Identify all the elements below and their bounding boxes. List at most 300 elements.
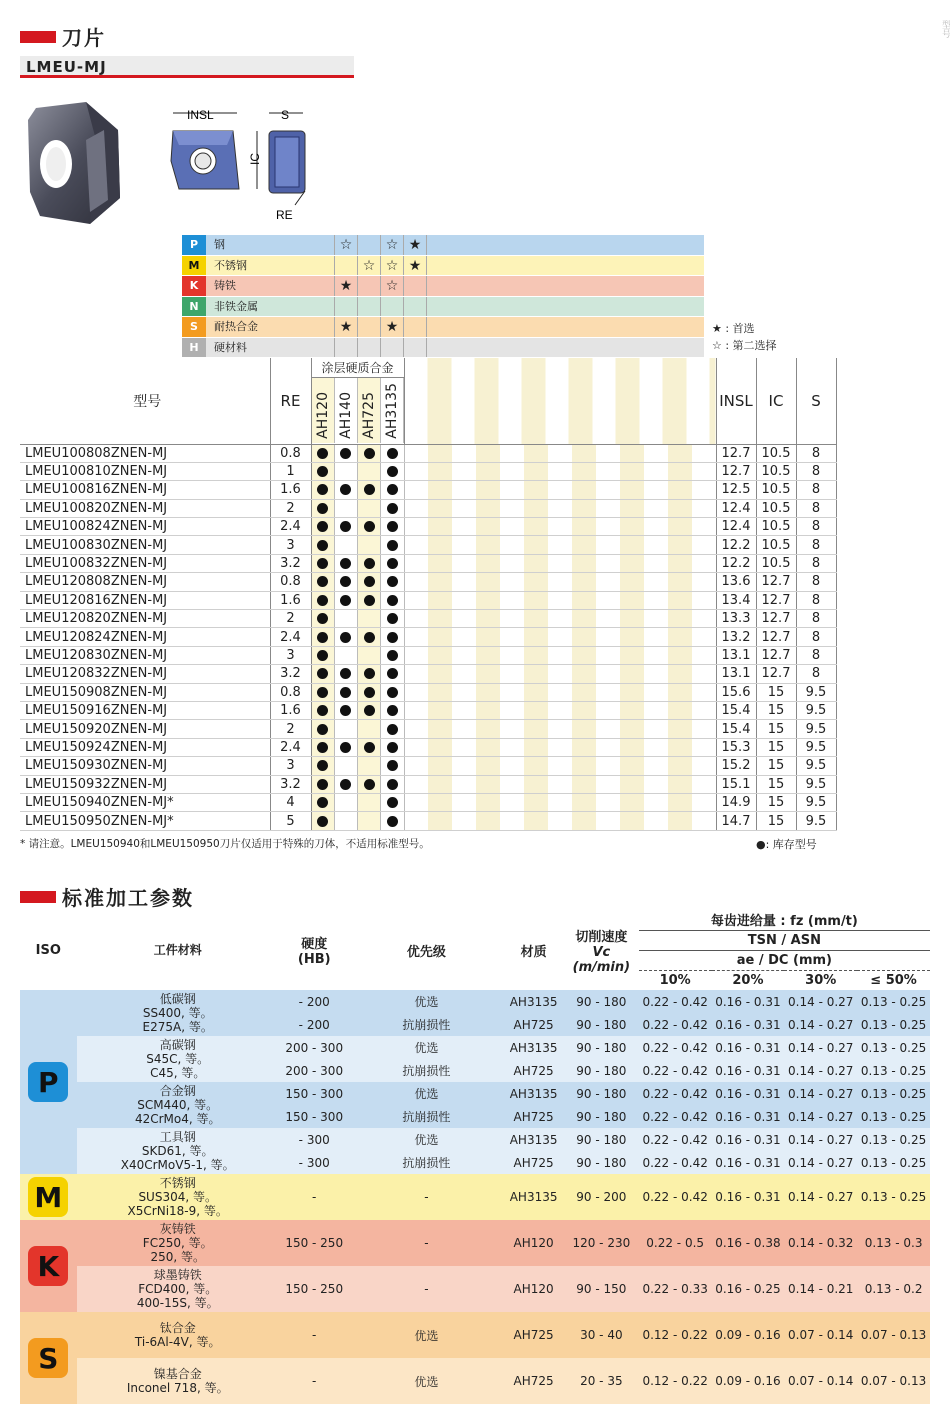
stock-dot xyxy=(317,595,328,606)
empty-column-cell xyxy=(692,812,716,830)
empty-column-cell xyxy=(404,683,428,701)
empty-column-cell xyxy=(692,701,716,719)
grade-mark xyxy=(357,235,380,255)
grade-cell xyxy=(311,701,334,719)
stock-dot xyxy=(340,558,351,569)
grade-cell xyxy=(358,720,381,738)
table-row xyxy=(20,757,836,775)
iso-cell-s xyxy=(20,1312,77,1404)
empty-column-cell xyxy=(524,610,548,628)
empty-column-cell xyxy=(596,610,620,628)
grade-cell xyxy=(381,775,404,793)
model-header: 型号 xyxy=(20,358,270,444)
material-row-rest xyxy=(426,297,704,317)
feed-cell: 0.09 - 0.16 xyxy=(712,1312,785,1358)
empty-column-cell xyxy=(668,499,692,517)
speed-cell: 90 - 180 xyxy=(564,1059,639,1082)
empty-column-cell xyxy=(644,683,668,701)
percent-header: 10% xyxy=(659,972,691,988)
insert-table-header xyxy=(20,358,836,444)
empty-column-cell xyxy=(476,720,500,738)
grade-cell xyxy=(334,775,357,793)
empty-column-cell xyxy=(428,573,452,591)
workpiece-material-cell xyxy=(77,1036,279,1082)
stock-dot xyxy=(340,687,351,698)
empty-column-cell xyxy=(500,573,524,591)
speed-cell: 90 - 150 xyxy=(564,1266,639,1312)
empty-column-cell xyxy=(500,757,524,775)
empty-column-cell xyxy=(620,536,644,554)
empty-column-cell xyxy=(476,793,500,811)
empty-column-cell xyxy=(524,646,548,664)
ic-cell: 15 xyxy=(756,775,796,793)
empty-column-cell xyxy=(620,757,644,775)
empty-column-cell xyxy=(692,554,716,572)
grade-cell xyxy=(381,646,404,664)
re-cell: 0.8 xyxy=(270,683,311,701)
grade-cell xyxy=(334,444,357,462)
material-row-p xyxy=(182,235,704,256)
empty-column-cell xyxy=(524,518,548,536)
table-row xyxy=(20,591,836,609)
empty-column-cell xyxy=(620,591,644,609)
empty-column-cell xyxy=(428,738,452,756)
grade-cell xyxy=(334,628,357,646)
empty-column-cell xyxy=(620,610,644,628)
coating-header: 涂层硬质合金 xyxy=(312,358,404,378)
grade-mark xyxy=(403,338,426,358)
empty-column-cell xyxy=(596,573,620,591)
feed-cell: 0.13 - 0.3 xyxy=(857,1220,930,1266)
empty-column-cell xyxy=(452,646,476,664)
re-cell: 5 xyxy=(270,812,311,830)
stock-dot xyxy=(387,705,398,716)
grade-cell: AH3135 xyxy=(503,990,564,1013)
grade-cell: AH3135 xyxy=(503,1082,564,1105)
stock-dot xyxy=(364,705,375,716)
empty-column-cell xyxy=(620,518,644,536)
model-cell: LMEU150908ZNEN-MJ xyxy=(20,683,270,701)
material-line: 钛合金 xyxy=(159,1321,196,1335)
stock-dot xyxy=(317,742,328,753)
empty-column-cell xyxy=(644,628,668,646)
stock-dot xyxy=(317,668,328,679)
grade-cell xyxy=(358,573,381,591)
empty-column-cell xyxy=(452,701,476,719)
empty-column-cell xyxy=(428,591,452,609)
empty-column-cell xyxy=(692,518,716,536)
iso-header: ISO xyxy=(35,942,61,958)
workpiece-material-cell xyxy=(77,1174,279,1220)
speed-cell: 20 - 35 xyxy=(564,1358,639,1404)
empty-column-cell xyxy=(524,554,548,572)
insl-cell: 12.5 xyxy=(716,481,756,499)
stock-dot xyxy=(317,797,328,808)
empty-column-cell xyxy=(524,775,548,793)
empty-column-cell xyxy=(668,573,692,591)
model-cell: LMEU120832ZNEN-MJ xyxy=(20,665,270,683)
material-line: 灰铸铁 xyxy=(159,1222,196,1236)
table-row xyxy=(20,738,836,756)
empty-column-cell xyxy=(500,683,524,701)
empty-column-cell xyxy=(668,518,692,536)
table-row xyxy=(20,628,836,646)
percent-header: 30% xyxy=(805,972,837,988)
empty-column-cell xyxy=(596,518,620,536)
stock-dot xyxy=(387,724,398,735)
empty-column-cell xyxy=(548,444,572,462)
grade-cell xyxy=(358,499,381,517)
empty-column-cell xyxy=(620,775,644,793)
empty-column-cell xyxy=(452,812,476,830)
table-row xyxy=(20,683,836,701)
empty-column-cell xyxy=(572,775,596,793)
material-name: 钢 xyxy=(214,238,225,251)
section-title-params xyxy=(20,882,194,911)
empty-column-cell xyxy=(476,481,500,499)
re-cell: 1 xyxy=(270,462,311,480)
stock-dot xyxy=(317,540,328,551)
ic-cell: 15 xyxy=(756,793,796,811)
empty-column-cell xyxy=(524,683,548,701)
empty-column-cell xyxy=(692,573,716,591)
section-title-text: 刀片 xyxy=(62,26,106,50)
empty-column-cell xyxy=(524,757,548,775)
empty-column-cell xyxy=(644,646,668,664)
grade-cell xyxy=(334,573,357,591)
empty-column-cell xyxy=(404,757,428,775)
grade-cell xyxy=(381,683,404,701)
grade-mark: ☆ xyxy=(380,256,403,276)
hardness-unit: (HB) xyxy=(297,952,331,967)
empty-column-cell xyxy=(476,591,500,609)
workpiece-material-cell xyxy=(77,1082,279,1128)
empty-column-cell xyxy=(668,536,692,554)
feed-cell: 0.13 - 0.25 xyxy=(857,1082,930,1105)
percent-header: 20% xyxy=(732,972,764,988)
empty-column-cell xyxy=(620,665,644,683)
ic-cell: 12.7 xyxy=(756,628,796,646)
feed-cell: 0.13 - 0.25 xyxy=(857,1013,930,1036)
empty-column-cell xyxy=(428,812,452,830)
grade-cell xyxy=(334,757,357,775)
model-cell: LMEU150920ZNEN-MJ xyxy=(20,720,270,738)
material-line: 合金钢 xyxy=(159,1084,196,1098)
stock-dot xyxy=(317,448,328,459)
material-code: N xyxy=(182,297,206,317)
table-row xyxy=(20,701,836,719)
stock-dot xyxy=(387,632,398,643)
s-cell: 8 xyxy=(796,554,836,572)
params-row xyxy=(20,1128,930,1151)
grade-cell xyxy=(311,738,334,756)
empty-column-cell xyxy=(668,591,692,609)
stock-dot xyxy=(317,521,328,532)
empty-column-cell xyxy=(692,462,716,480)
empty-column-cell xyxy=(428,683,452,701)
grade-cell xyxy=(381,628,404,646)
empty-column-cell xyxy=(596,775,620,793)
grade-cell xyxy=(334,499,357,517)
material-line: 工具钢 xyxy=(159,1130,196,1144)
feed-cell: 0.16 - 0.31 xyxy=(712,990,785,1013)
empty-column-cell xyxy=(668,462,692,480)
material-line: E275A, 等。 xyxy=(142,1020,213,1034)
grade-cell xyxy=(334,554,357,572)
grade-cell xyxy=(381,701,404,719)
feed-cell: 0.22 - 0.42 xyxy=(639,1128,712,1151)
grade-cell xyxy=(381,793,404,811)
stock-dot xyxy=(340,705,351,716)
empty-column-cell xyxy=(524,720,548,738)
grade-cell xyxy=(311,812,334,830)
table-row xyxy=(20,775,836,793)
empty-column-cell xyxy=(644,518,668,536)
empty-column-cell xyxy=(596,591,620,609)
grade-mark xyxy=(334,338,357,358)
empty-column-cell xyxy=(524,573,548,591)
feed-cell: 0.14 - 0.27 xyxy=(784,1128,857,1151)
empty-column-cell xyxy=(500,665,524,683)
ic-cell: 12.7 xyxy=(756,610,796,628)
priority-cell: 优选 xyxy=(350,1358,504,1404)
material-code: H xyxy=(182,338,206,358)
tsn-header: TSN / ASN xyxy=(639,930,930,950)
material-row-k xyxy=(182,276,704,297)
empty-column-cell xyxy=(548,738,572,756)
grade-cell xyxy=(334,610,357,628)
empty-column-cell xyxy=(596,536,620,554)
re-label: RE xyxy=(276,208,293,222)
grade-cell xyxy=(381,481,404,499)
priority-cell: 优选 xyxy=(350,1082,504,1105)
feed-cell: 0.22 - 0.42 xyxy=(639,1174,712,1220)
grade-mark xyxy=(380,338,403,358)
stock-dot xyxy=(387,742,398,753)
empty-column-cell xyxy=(692,481,716,499)
empty-column-cell xyxy=(572,462,596,480)
empty-column-cell xyxy=(452,573,476,591)
stock-dot xyxy=(387,650,398,661)
stock-dot xyxy=(387,540,398,551)
grade-cell xyxy=(358,665,381,683)
insert-drawing xyxy=(165,105,315,225)
feed-cell: 0.16 - 0.25 xyxy=(712,1266,785,1312)
empty-column-cell xyxy=(692,793,716,811)
empty-column-cell xyxy=(452,793,476,811)
workpiece-material-cell xyxy=(77,1358,279,1404)
grade-cell xyxy=(334,738,357,756)
grade-mark xyxy=(357,338,380,358)
insl-cell: 12.2 xyxy=(716,536,756,554)
feed-cell: 0.16 - 0.31 xyxy=(712,1128,785,1151)
material-line: SS400, 等。 xyxy=(142,1006,213,1020)
hardness-cell: - 300 xyxy=(279,1151,350,1174)
s-cell: 9.5 xyxy=(796,812,836,830)
empty-column-cell xyxy=(548,683,572,701)
empty-column-cell xyxy=(572,701,596,719)
material-line: FC250, 等。 xyxy=(142,1236,213,1250)
grade-mark: ☆ xyxy=(357,256,380,276)
hardness-cell: - xyxy=(279,1312,350,1358)
priority-header: 优先级 xyxy=(406,944,446,960)
speed-cell: 30 - 40 xyxy=(564,1312,639,1358)
empty-column-cell xyxy=(620,628,644,646)
grade-cell xyxy=(311,610,334,628)
empty-column-cell xyxy=(620,554,644,572)
empty-column-cell xyxy=(428,793,452,811)
grade-header-cell xyxy=(358,378,381,443)
empty-column-cell xyxy=(404,499,428,517)
insl-cell: 13.3 xyxy=(716,610,756,628)
stock-dot xyxy=(317,650,328,661)
feed-cell: 0.16 - 0.31 xyxy=(712,1082,785,1105)
empty-column-cell xyxy=(668,646,692,664)
grade-cell: AH725 xyxy=(503,1151,564,1174)
re-cell: 3.2 xyxy=(270,775,311,793)
symbol-legend xyxy=(712,320,777,354)
insl-label: INSL xyxy=(187,108,214,122)
grade-cell xyxy=(381,665,404,683)
empty-column-cell xyxy=(404,646,428,664)
table-row xyxy=(20,573,836,591)
table-row xyxy=(20,536,836,554)
empty-column-cell xyxy=(524,793,548,811)
feed-cell: 0.13 - 0.25 xyxy=(857,1036,930,1059)
model-cell: LMEU120808ZNEN-MJ xyxy=(20,573,270,591)
feed-cell: 0.14 - 0.27 xyxy=(784,1105,857,1128)
grade-cell xyxy=(358,646,381,664)
empty-column-cell xyxy=(668,812,692,830)
grade-cell xyxy=(334,536,357,554)
stock-dot xyxy=(317,779,328,790)
empty-column-cell xyxy=(500,591,524,609)
empty-column-cell xyxy=(500,518,524,536)
grade-header-cell xyxy=(312,378,335,443)
empty-column-cell xyxy=(548,573,572,591)
table-row xyxy=(20,499,836,517)
feed-cell: 0.13 - 0.25 xyxy=(857,1151,930,1174)
empty-column-cell xyxy=(596,738,620,756)
material-header: 工件材料 xyxy=(153,943,202,957)
empty-column-cell xyxy=(620,462,644,480)
stock-dot xyxy=(364,521,375,532)
empty-column-cell xyxy=(620,701,644,719)
re-cell: 3 xyxy=(270,536,311,554)
re-cell: 2.4 xyxy=(270,628,311,646)
stock-dot xyxy=(317,613,328,624)
empty-column-cell xyxy=(476,812,500,830)
model-cell: LMEU100816ZNEN-MJ xyxy=(20,481,270,499)
grade-cell xyxy=(358,554,381,572)
empty-column-cell xyxy=(428,720,452,738)
re-header: RE xyxy=(270,358,311,444)
grade-mark xyxy=(403,317,426,337)
grade-cell xyxy=(311,462,334,480)
re-cell: 0.8 xyxy=(270,573,311,591)
grade-cell: AH725 xyxy=(503,1059,564,1082)
re-cell: 1.6 xyxy=(270,701,311,719)
empty-column-cell xyxy=(572,793,596,811)
empty-column-cell xyxy=(572,554,596,572)
feed-cell: 0.16 - 0.31 xyxy=(712,1105,785,1128)
grade-mark xyxy=(357,317,380,337)
stock-dot xyxy=(364,687,375,698)
stock-dot xyxy=(387,797,398,808)
stock-dot xyxy=(340,595,351,606)
params-row xyxy=(20,1174,930,1220)
s-header: S xyxy=(796,358,836,444)
feed-cell: 0.22 - 0.42 xyxy=(639,1151,712,1174)
grade-cell xyxy=(381,573,404,591)
empty-column-cell xyxy=(668,610,692,628)
ic-cell: 10.5 xyxy=(756,536,796,554)
params-row xyxy=(20,990,930,1013)
stock-dot xyxy=(317,687,328,698)
empty-column-cell xyxy=(428,554,452,572)
table-row xyxy=(20,462,836,480)
empty-column-cell xyxy=(452,518,476,536)
grade-cell xyxy=(381,610,404,628)
feed-cell: 0.07 - 0.13 xyxy=(857,1312,930,1358)
speed-cell: 90 - 180 xyxy=(564,1036,639,1059)
re-cell: 2 xyxy=(270,499,311,517)
empty-column-cell xyxy=(644,591,668,609)
empty-column-cell xyxy=(572,499,596,517)
table-row xyxy=(20,444,836,462)
priority-cell: - xyxy=(350,1220,504,1266)
empty-column-cell xyxy=(404,628,428,646)
feed-cell: 0.14 - 0.27 xyxy=(784,1151,857,1174)
params-row xyxy=(20,1312,930,1358)
grade-cell xyxy=(334,462,357,480)
material-line: Inconel 718, 等。 xyxy=(126,1381,229,1395)
grade-cell xyxy=(358,738,381,756)
series-subtitle: LMEU-MJ xyxy=(20,56,354,78)
empty-column-cell xyxy=(692,757,716,775)
feed-cell: 0.16 - 0.31 xyxy=(712,1013,785,1036)
empty-column-cell xyxy=(620,573,644,591)
grade-cell xyxy=(358,775,381,793)
s-cell: 9.5 xyxy=(796,683,836,701)
stock-dot xyxy=(317,760,328,771)
insl-cell: 12.7 xyxy=(716,462,756,480)
grade-cell xyxy=(358,701,381,719)
s-cell: 8 xyxy=(796,444,836,462)
empty-column-cell xyxy=(452,481,476,499)
grade-cell xyxy=(311,554,334,572)
speed-cell: 120 - 230 xyxy=(564,1220,639,1266)
grade-mark: ☆ xyxy=(380,235,403,255)
empty-column-cell xyxy=(668,554,692,572)
empty-column-cell xyxy=(596,665,620,683)
empty-column-cell xyxy=(572,518,596,536)
empty-column-cell xyxy=(668,757,692,775)
empty-column-cell xyxy=(572,610,596,628)
material-line: S45C, 等。 xyxy=(146,1052,210,1066)
ic-cell: 12.7 xyxy=(756,591,796,609)
ic-cell: 10.5 xyxy=(756,518,796,536)
insl-cell: 14.9 xyxy=(716,793,756,811)
stock-dot xyxy=(364,595,375,606)
hardness-cell: - xyxy=(279,1174,350,1220)
hardness-cell: - 200 xyxy=(279,1013,350,1036)
hardness-cell: 150 - 250 xyxy=(279,1266,350,1312)
table-row xyxy=(20,812,836,830)
priority-cell: 优选 xyxy=(350,1128,504,1151)
model-cell: LMEU120820ZNEN-MJ xyxy=(20,610,270,628)
speed-cell: 90 - 180 xyxy=(564,1128,639,1151)
